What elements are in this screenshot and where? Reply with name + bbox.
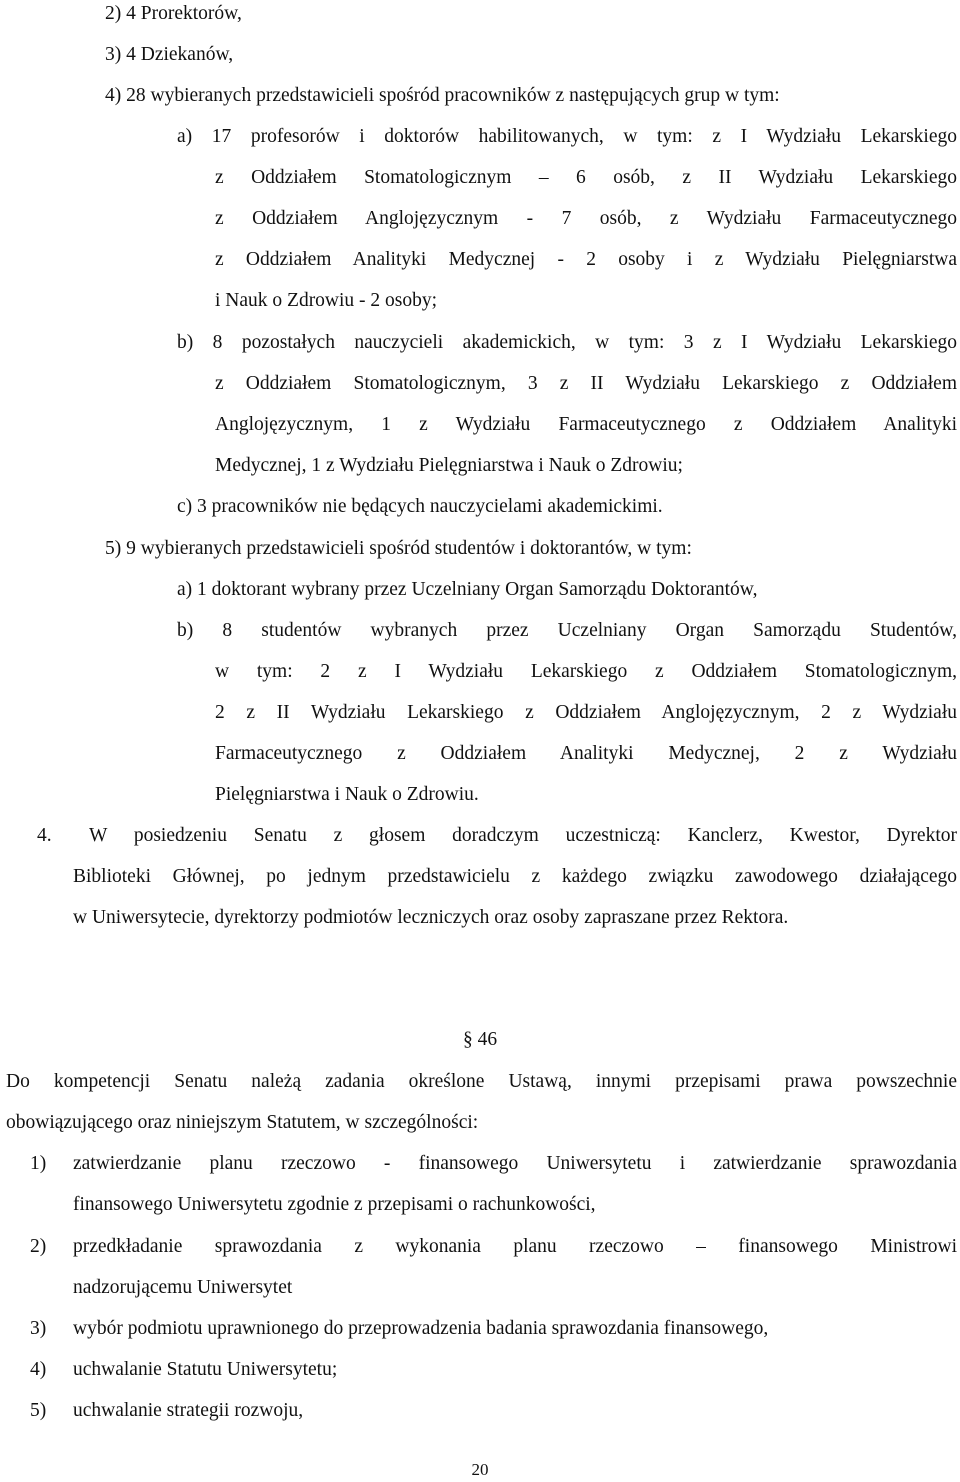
subitem-5a: a) 1 doktorant wybrany przez Uczelniany Organ Samorządu Doktorantów,	[177, 579, 758, 600]
subitem-a-line: a) 17 profesorów i doktorów habilitowanych, w tym: z I Wydziału Lekarskiego	[177, 126, 957, 147]
competency-number: 4)	[30, 1359, 47, 1380]
subitem-5b-line: 2 z II Wydziału Lekarskiego z Oddziałem Anglojęzycznym, 2 z Wydziału	[215, 702, 957, 723]
competency-line: finansowego Uniwersytetu zgodnie z przepisami o rachunkowości,	[73, 1194, 596, 1215]
subitem-a-line: z Oddziałem Analityki Medycznej - 2 osoby i z Wydziału Pielęgniarstwa	[215, 249, 957, 270]
subitem-b-line: Anglojęzycznym, 1 z Wydziału Farmaceutycznego z Oddziałem Analityki	[215, 414, 957, 435]
point-4-line: w Uniwersytecie, dyrektorzy podmiotów leczniczych oraz osoby zapraszane przez Rektora.	[73, 907, 789, 928]
list-item-5: 5) 9 wybieranych przedstawicieli spośród studentów i doktorantów, w tym:	[105, 538, 692, 559]
point-4-line: W posiedzeniu Senatu z głosem doradczym uczestniczą: Kanclerz, Kwestor, Dyrektor	[89, 825, 957, 846]
subitem-5b-line: Farmaceutycznego z Oddziałem Analityki Medycznej, 2 z Wydziału	[215, 743, 957, 764]
list-item-3: 3) 4 Dziekanów,	[105, 44, 234, 65]
section-symbol: §	[462, 1029, 473, 1050]
competency-number: 1)	[30, 1153, 47, 1174]
subitem-5b-line: Pielęgniarstwa i Nauk o Zdrowiu.	[215, 784, 479, 805]
subitem-a-line: z Oddziałem Anglojęzycznym - 7 osób, z Wydziału Farmaceutycznego	[215, 208, 957, 229]
subitem-a-line: i Nauk o Zdrowiu - 2 osoby;	[215, 290, 438, 311]
competency-line: wybór podmiotu uprawnionego do przeprowadzenia badania sprawozdania finansowego,	[73, 1318, 769, 1339]
competency-number: 5)	[30, 1400, 47, 1421]
list-item-4: 4) 28 wybieranych przedstawicieli spośród pracowników z następujących grup w tym:	[105, 85, 780, 106]
subitem-5b-line: b) 8 studentów wybranych przez Uczelniany Organ Samorządu Studentów,	[177, 620, 957, 641]
page-number: 20	[471, 1460, 489, 1479]
subitem-b-line: z Oddziałem Stomatologicznym, 3 z II Wydziału Lekarskiego z Oddziałem	[215, 373, 957, 394]
subitem-b-line: b) 8 pozostałych nauczycieli akademickich, w tym: 3 z I Wydziału Lekarskiego	[177, 332, 957, 353]
point-4-line: Biblioteki Głównej, po jednym przedstawicielu z każdego związku zawodowego działającego	[73, 866, 957, 887]
section-heading	[0, 1028, 960, 1052]
subitem-b-line: Medycznej, 1 z Wydziału Pielęgniarstwa i Nauk o Zdrowiu;	[215, 455, 683, 476]
competency-line: przedkładanie sprawozdania z wykonania planu rzeczowo – finansowego Ministrowi	[73, 1236, 957, 1257]
competency-number: 2)	[30, 1236, 47, 1257]
subitem-c: c) 3 pracowników nie będących nauczycielami akademickimi.	[177, 496, 663, 517]
section-intro-line: Do kompetencji Senatu należą zadania określone Ustawą, innymi przepisami prawa powszechnie	[6, 1071, 957, 1092]
competency-line: nadzorującemu Uniwersytet	[73, 1277, 293, 1298]
competency-line: uchwalanie Statutu Uniwersytetu;	[73, 1359, 338, 1380]
competency-number: 3)	[30, 1318, 47, 1339]
section-intro-line: obowiązującego oraz niniejszym Statutem, w szczególności:	[6, 1112, 479, 1133]
list-item-2: 2) 4 Prorektorów,	[105, 3, 242, 24]
competency-line: zatwierdzanie planu rzeczowo - finansowego Uniwersytetu i zatwierdzanie sprawozdania	[73, 1153, 957, 1174]
section-number: 46	[477, 1029, 498, 1050]
subitem-a-line: z Oddziałem Stomatologicznym – 6 osób, z II Wydziału Lekarskiego	[215, 167, 957, 188]
subitem-5b-line: w tym: 2 z I Wydziału Lekarskiego z Oddziałem Stomatologicznym,	[215, 661, 957, 682]
point-4-number: 4.	[37, 825, 52, 846]
competency-line: uchwalanie strategii rozwoju,	[73, 1400, 304, 1421]
